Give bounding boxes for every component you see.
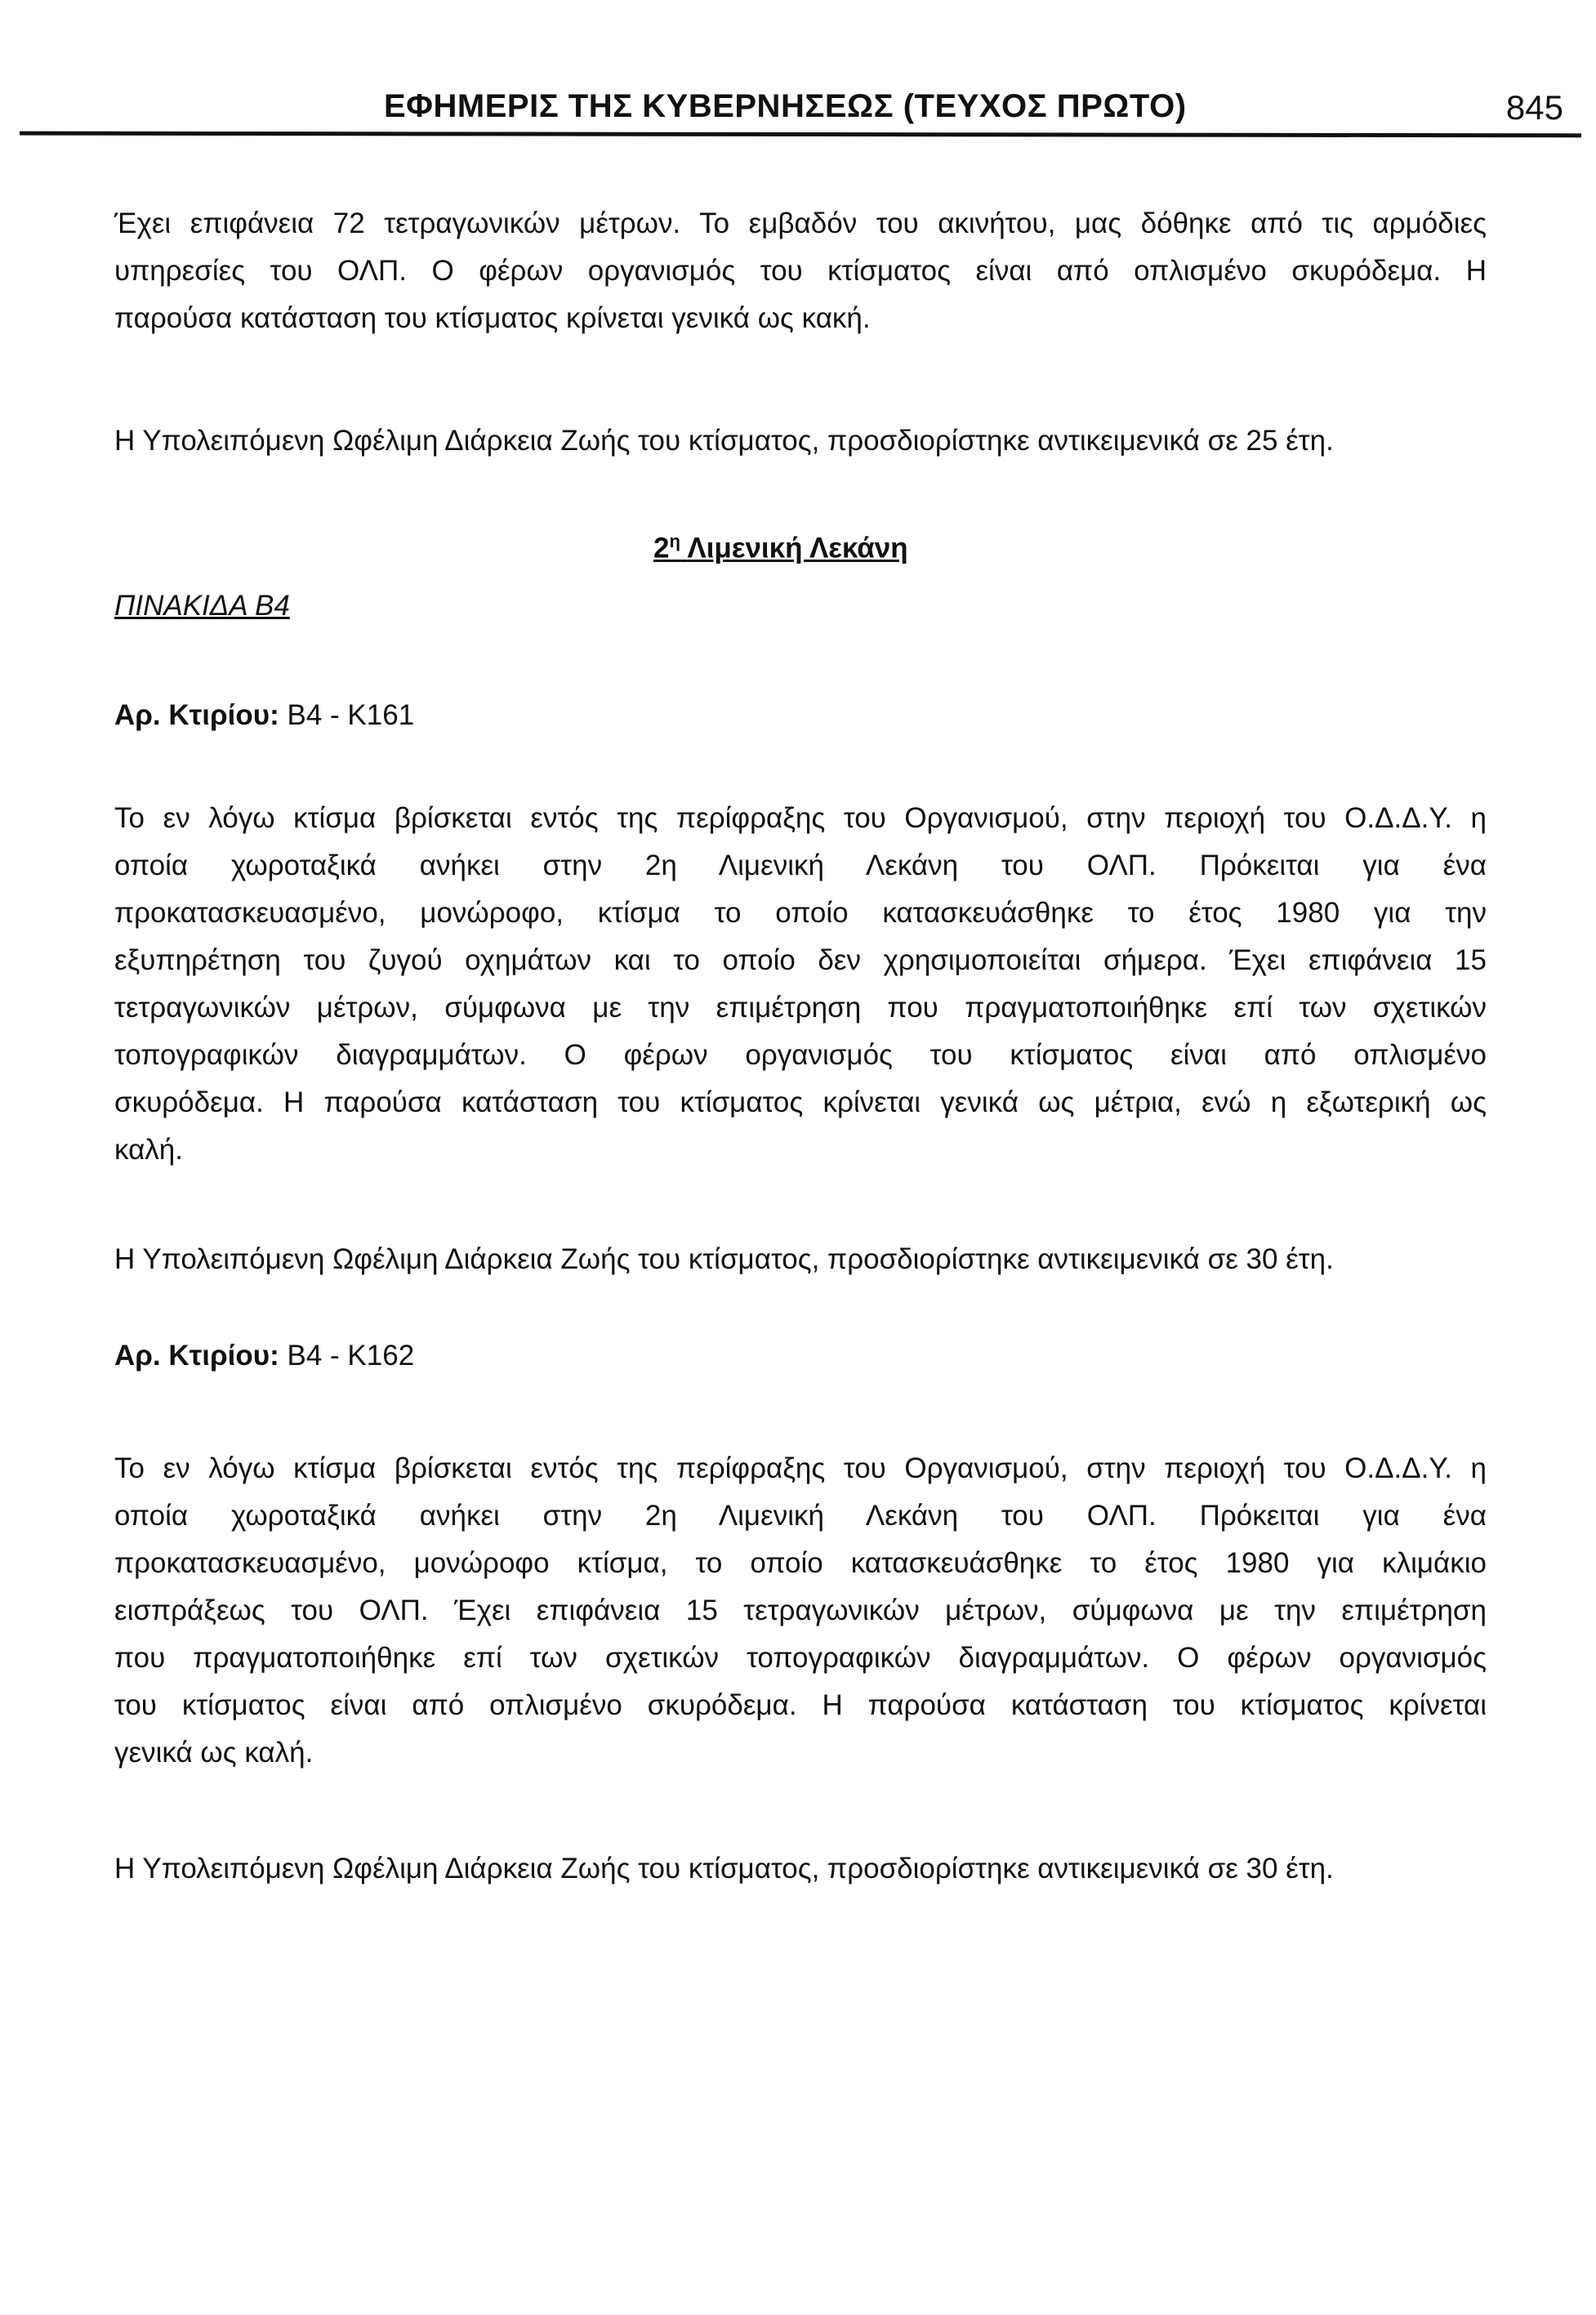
intro-line: υπηρεσίες του ΟΛΠ. Ο φέρων οργανισμός του κτίσματος είναι από οπλισμένο σκυρόδεμα. Η	[114, 255, 1487, 287]
b1-line: οποία χωροταξικά ανήκει στην 2η Λιμενική Λεκάνη του ΟΛΠ. Πρόκειται για ένα	[114, 850, 1487, 881]
page-number: 845	[1505, 88, 1563, 127]
page-header	[0, 82, 1596, 131]
building-label: Αρ. Κτιρίου:	[114, 699, 279, 731]
section-title: Λιμενική Λεκάνη	[687, 532, 908, 564]
section-sup: η	[669, 531, 680, 551]
b1-line: σκυρόδεμα. Η παρούσα κατάσταση του κτίσματος κρίνεται γενικά ως μέτρια, ενώ η εξωτερική ως	[114, 1086, 1487, 1118]
building-label: Αρ. Κτιρίου:	[114, 1340, 279, 1372]
b1-line: καλή.	[114, 1134, 183, 1166]
b2-line: Το εν λόγω κτίσμα βρίσκεται εντός της περίφραξης του Οργανισμού, στην περιοχή του Ο.Δ.Δ.Υ. η	[114, 1452, 1487, 1484]
b2-line: γενικά ως καλή.	[114, 1737, 314, 1769]
intro-line: παρούσα κατάσταση του κτίσματος κρίνεται γενικά ως κακή.	[114, 302, 871, 334]
intro-life: Η Υπολειπόμενη Ωφέλιμη Διάρκεια Ζωής του κτίσματος, προσδιορίστηκε αντικειμενικά σε 25 έτη.	[114, 425, 1334, 457]
building-code: Β4 - Κ161	[287, 699, 415, 731]
building-number	[114, 699, 414, 732]
b1-line: τετραγωνικών μέτρων, σύμφωνα με την επιμέτρηση που πραγματοποιήθηκε επί των σχετικών	[114, 992, 1487, 1024]
building-code: Β4 - Κ162	[287, 1340, 415, 1372]
b2-line: που πραγματοποιήθηκε επί των σχετικών τοπογραφικών διαγραμμάτων. Ο φέρων οργανισμός	[114, 1642, 1487, 1674]
b2-line: του κτίσματος είναι από οπλισμένο σκυρόδεμα. Η παρούσα κατάσταση του κτίσματος κρίνεται	[114, 1689, 1487, 1721]
plate-label: ΠΙΝΑΚΙΔΑ Β4	[114, 590, 290, 622]
section-heading	[653, 531, 908, 565]
b2-line: προκατασκευασμένο, μονώροφο κτίσμα, το οποίο κατασκευάσθηκε το έτος 1980 για κλιμάκιο	[114, 1547, 1487, 1579]
b1-life: Η Υπολειπόμενη Ωφέλιμη Διάρκεια Ζωής του κτίσματος, προσδιορίστηκε αντικειμενικά σε 30 έτη.	[114, 1243, 1334, 1275]
b1-line: εξυπηρέτηση του ζυγού οχημάτων και το οποίο δεν χρησιμοποιείται σήμερα. Έχει επιφάνεια 15	[114, 944, 1487, 976]
gazette-title: ΕΦΗΜΕΡΙΣ ΤΗΣ ΚΥΒΕΡΝΗΣΕΩΣ (ΤΕΥΧΟΣ ΠΡΩΤΟ)	[384, 88, 1187, 124]
building-number	[114, 1340, 414, 1372]
section-number: 2	[653, 532, 670, 564]
b2-line: εισπράξεως του ΟΛΠ. Έχει επιφάνεια 15 τετραγωνικών μέτρων, σύμφωνα με την επιμέτρηση	[114, 1595, 1487, 1626]
header-rule	[20, 132, 1581, 138]
b1-line: τοπογραφικών διαγραμμάτων. Ο φέρων οργανισμός του κτίσματος είναι από οπλισμένο	[114, 1039, 1487, 1071]
b2-life: Η Υπολειπόμενη Ωφέλιμη Διάρκεια Ζωής του κτίσματος, προσδιορίστηκε αντικειμενικά σε 30 έτη.	[114, 1853, 1334, 1885]
b1-line: Το εν λόγω κτίσμα βρίσκεται εντός της περίφραξης του Οργανισμού, στην περιοχή του Ο.Δ.Δ.Υ. η	[114, 802, 1487, 834]
b1-line: προκατασκευασμένο, μονώροφο, κτίσμα το οποίο κατασκευάσθηκε το έτος 1980 για την	[114, 897, 1487, 929]
intro-line: Έχει επιφάνεια 72 τετραγωνικών μέτρων. Το εμβαδόν του ακινήτου, μας δόθηκε από τις αρμόδιες	[114, 207, 1487, 239]
b2-line: οποία χωροταξικά ανήκει στην 2η Λιμενική Λεκάνη του ΟΛΠ. Πρόκειται για ένα	[114, 1500, 1487, 1532]
